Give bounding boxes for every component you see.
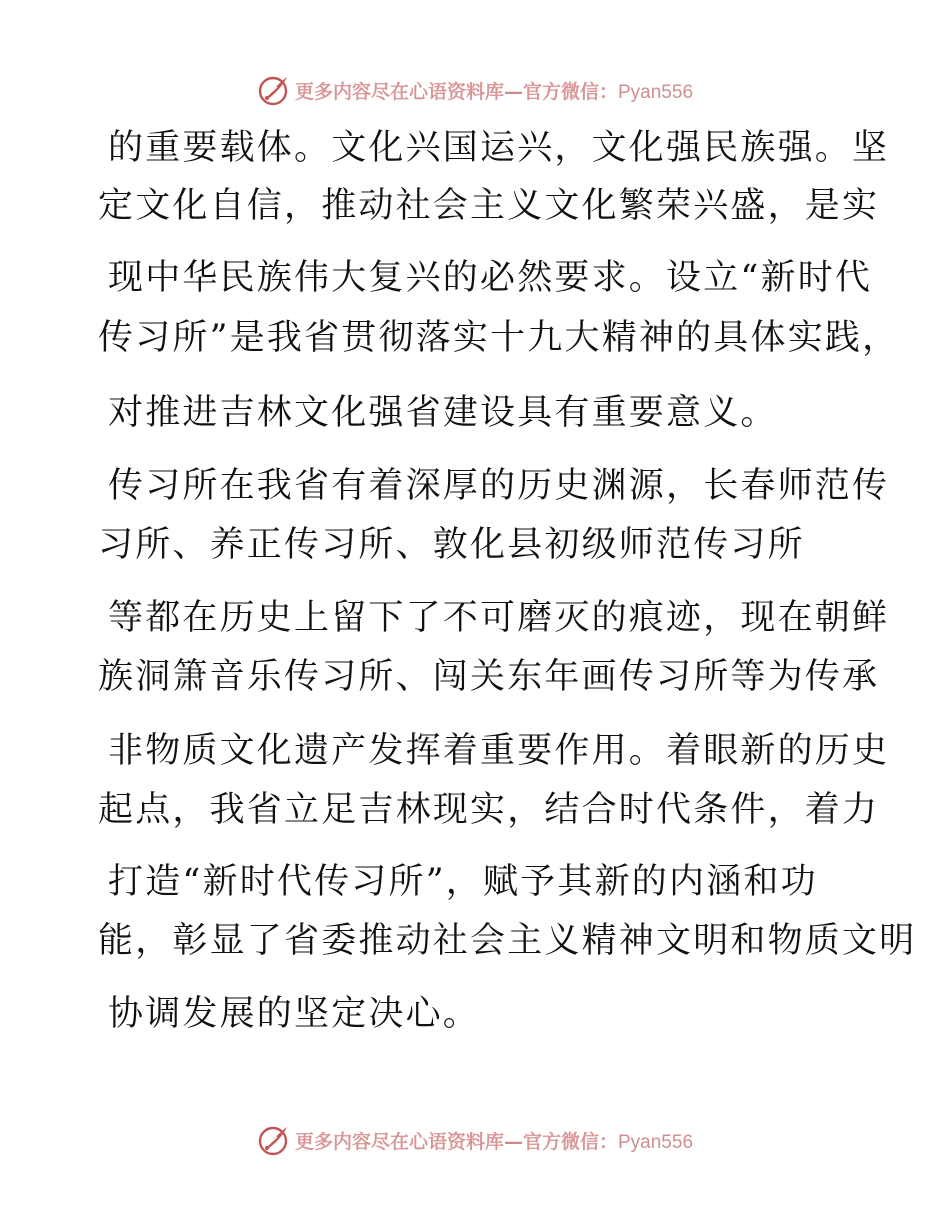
text-line: 对推进吉林文化强省建设具有重要意义。 (108, 393, 778, 433)
text-line: 定文化自信，推动社会主义文化繁荣兴盛，是实 (98, 186, 880, 226)
text-line: 等都在历史上留下了不可磨灭的痕迹，现在朝鲜 (108, 598, 890, 638)
text-line: 的重要载体。文化兴国运兴，文化强民族强。坚 (108, 128, 890, 168)
text-line: 传习所”是我省贯彻落实十九大精神的具体实践， (98, 318, 900, 358)
text-line: 起点，我省立足吉林现实，结合时代条件，着力 (98, 790, 880, 830)
header-watermark (0, 70, 950, 110)
text-line: 能，彰显了省委推动社会主义精神文明和物质文明 (98, 921, 917, 961)
text-line: 协调发展的坚定决心。 (108, 994, 481, 1034)
quill-logo-icon (257, 73, 291, 107)
watermark-text: 更多内容尽在心语资料库—官方微信：Pyan556 (294, 1130, 694, 1153)
text-line: 传习所在我省有着深厚的历史渊源，长春师范传 (108, 466, 890, 506)
text-line: 习所、养正传习所、敦化县初级师范传习所 (98, 525, 805, 565)
text-line: 现中华民族伟大复兴的必然要求。设立“新时代 (108, 258, 873, 298)
quill-logo-icon (257, 1123, 291, 1157)
footer-watermark (0, 1120, 950, 1160)
text-line: 族洞箫音乐传习所、闯关东年画传习所等为传承 (98, 657, 880, 697)
text-line: 非物质文化遗产发挥着重要作用。着眼新的历史 (108, 731, 890, 771)
watermark-text: 更多内容尽在心语资料库—官方微信：Pyan556 (294, 80, 694, 103)
text-line: 打造“新时代传习所”，赋予其新的内涵和功 (108, 862, 818, 902)
